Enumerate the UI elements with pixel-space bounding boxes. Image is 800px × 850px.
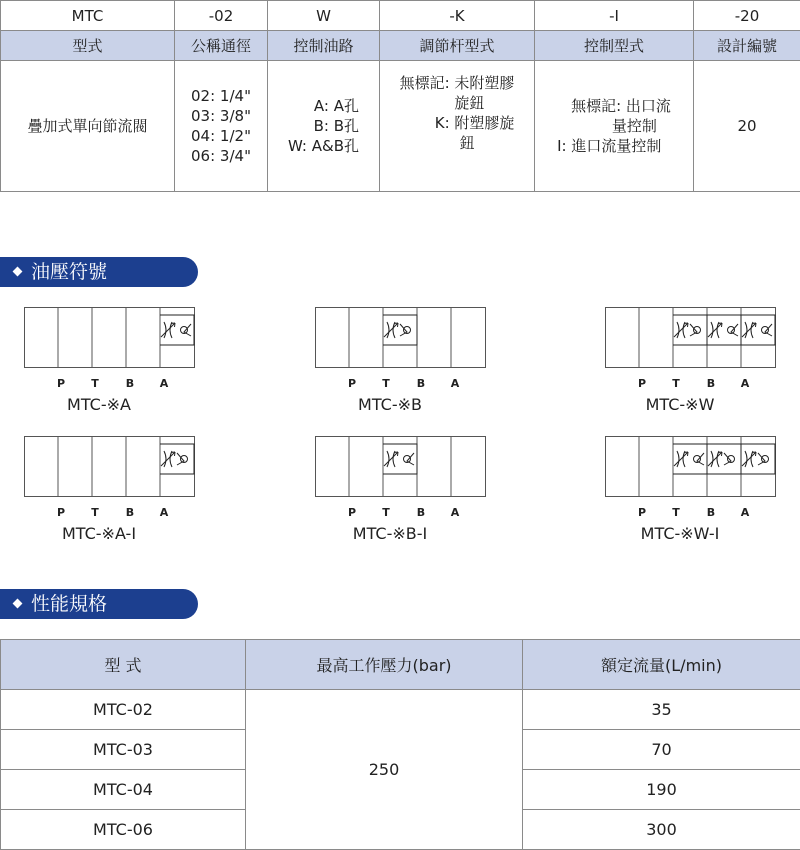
hydraulic-symbol [605, 436, 790, 498]
model-name-cell: 疊加式單向節流閥 [1, 61, 175, 192]
symbol-caption: MTC-※A [24, 395, 174, 414]
header-cell: 調節杆型式 [380, 31, 535, 61]
port-label: T [669, 377, 683, 390]
section-title: 性能規格 [31, 593, 107, 615]
perf-header-cell: 額定流量(L/min) [523, 640, 800, 690]
model-cell: MTC-04 [1, 770, 246, 810]
section-title: 油壓符號 [31, 261, 107, 283]
perf-section-header [0, 589, 198, 619]
header-cell: 型式 [1, 31, 175, 61]
control-port-list [288, 96, 359, 156]
adjust-type-list [400, 73, 515, 153]
port-label: T [88, 377, 102, 390]
design-no-cell: 20 [694, 61, 800, 192]
port-label: T [379, 377, 393, 390]
control-type-cell [535, 61, 694, 192]
hydraulic-symbol [24, 307, 209, 369]
header-row [1, 31, 800, 61]
control-option-line: 無標記: 出口流 [557, 96, 671, 116]
size-option: 03: 3/8" [191, 106, 251, 126]
header-cell: 設計編號 [694, 31, 800, 61]
hydraulic-symbol [315, 436, 500, 498]
port-label: P [345, 377, 359, 390]
control-option-line: 量控制 [557, 116, 671, 136]
port-label: B [704, 377, 718, 390]
symbol-caption: MTC-※W-I [605, 524, 755, 543]
symbols-section-header [0, 257, 198, 287]
control-port-option: W: A&B孔 [288, 136, 359, 156]
model-cell: MTC-03 [1, 730, 246, 770]
adjust-option-line: K: 附塑膠旋 [400, 113, 515, 133]
port-label: A [157, 506, 171, 519]
max-pressure-cell: 250 [246, 690, 523, 850]
control-option-line: I: 進口流量控制 [557, 136, 671, 156]
port-label: B [414, 377, 428, 390]
table-row [1, 690, 800, 730]
valve-diagram [24, 307, 196, 369]
hydraulic-symbol [315, 307, 500, 369]
port-label: T [88, 506, 102, 519]
perf-header-cell: 型 式 [1, 640, 246, 690]
symbol-caption: MTC-※W [605, 395, 755, 414]
perf-header-cell: 最高工作壓力(bar) [246, 640, 523, 690]
diamond-bullet-icon [13, 599, 23, 609]
port-label: B [414, 506, 428, 519]
code-cell: -20 [694, 1, 800, 31]
control-port-option: B: B孔 [288, 116, 359, 136]
flow-cell: 190 [523, 770, 800, 810]
valve-diagram [605, 436, 777, 498]
port-label: B [123, 506, 137, 519]
perf-header-row [1, 640, 800, 690]
performance-table [0, 639, 800, 850]
code-cell: -I [535, 1, 694, 31]
header-cell: 控制型式 [535, 31, 694, 61]
control-type-list [557, 96, 671, 156]
control-port-cell [268, 61, 380, 192]
diamond-bullet-icon [13, 267, 23, 277]
header-cell: 公稱通徑 [175, 31, 268, 61]
model-cell: MTC-02 [1, 690, 246, 730]
port-label: A [738, 506, 752, 519]
valve-diagram [315, 436, 487, 498]
control-port-option: A: A孔 [288, 96, 359, 116]
adjust-type-cell [380, 61, 535, 192]
size-option: 06: 3/4" [191, 146, 251, 166]
size-option: 02: 1/4" [191, 86, 251, 106]
header-cell: 控制油路 [268, 31, 380, 61]
port-label: T [379, 506, 393, 519]
valve-diagram [315, 307, 487, 369]
size-cell [175, 61, 268, 192]
adjust-option-line: 無標記: 未附塑膠 [400, 73, 515, 93]
port-label: A [448, 377, 462, 390]
adjust-option-line: 鈕 [400, 133, 515, 153]
hydraulic-symbol [24, 436, 209, 498]
model-code-table [0, 0, 800, 192]
adjust-option-line: 旋鈕 [400, 93, 515, 113]
port-label: A [738, 377, 752, 390]
code-row [1, 1, 800, 31]
valve-diagram [24, 436, 196, 498]
flow-cell: 35 [523, 690, 800, 730]
symbol-caption: MTC-※B [315, 395, 465, 414]
code-cell: MTC [1, 1, 175, 31]
size-list [191, 86, 251, 166]
size-option: 04: 1/2" [191, 126, 251, 146]
flow-cell: 300 [523, 810, 800, 850]
port-label: A [448, 506, 462, 519]
port-label: P [54, 377, 68, 390]
port-label: P [635, 506, 649, 519]
model-cell: MTC-06 [1, 810, 246, 850]
port-label: P [345, 506, 359, 519]
description-row [1, 61, 800, 192]
code-cell: -02 [175, 1, 268, 31]
port-label: B [704, 506, 718, 519]
valve-diagram [605, 307, 777, 369]
code-cell: -K [380, 1, 535, 31]
port-label: T [669, 506, 683, 519]
port-label: P [635, 377, 649, 390]
flow-cell: 70 [523, 730, 800, 770]
hydraulic-symbol [605, 307, 790, 369]
symbol-caption: MTC-※A-I [24, 524, 174, 543]
port-label: A [157, 377, 171, 390]
port-label: P [54, 506, 68, 519]
port-label: B [123, 377, 137, 390]
code-cell: W [268, 1, 380, 31]
symbol-caption: MTC-※B-I [315, 524, 465, 543]
